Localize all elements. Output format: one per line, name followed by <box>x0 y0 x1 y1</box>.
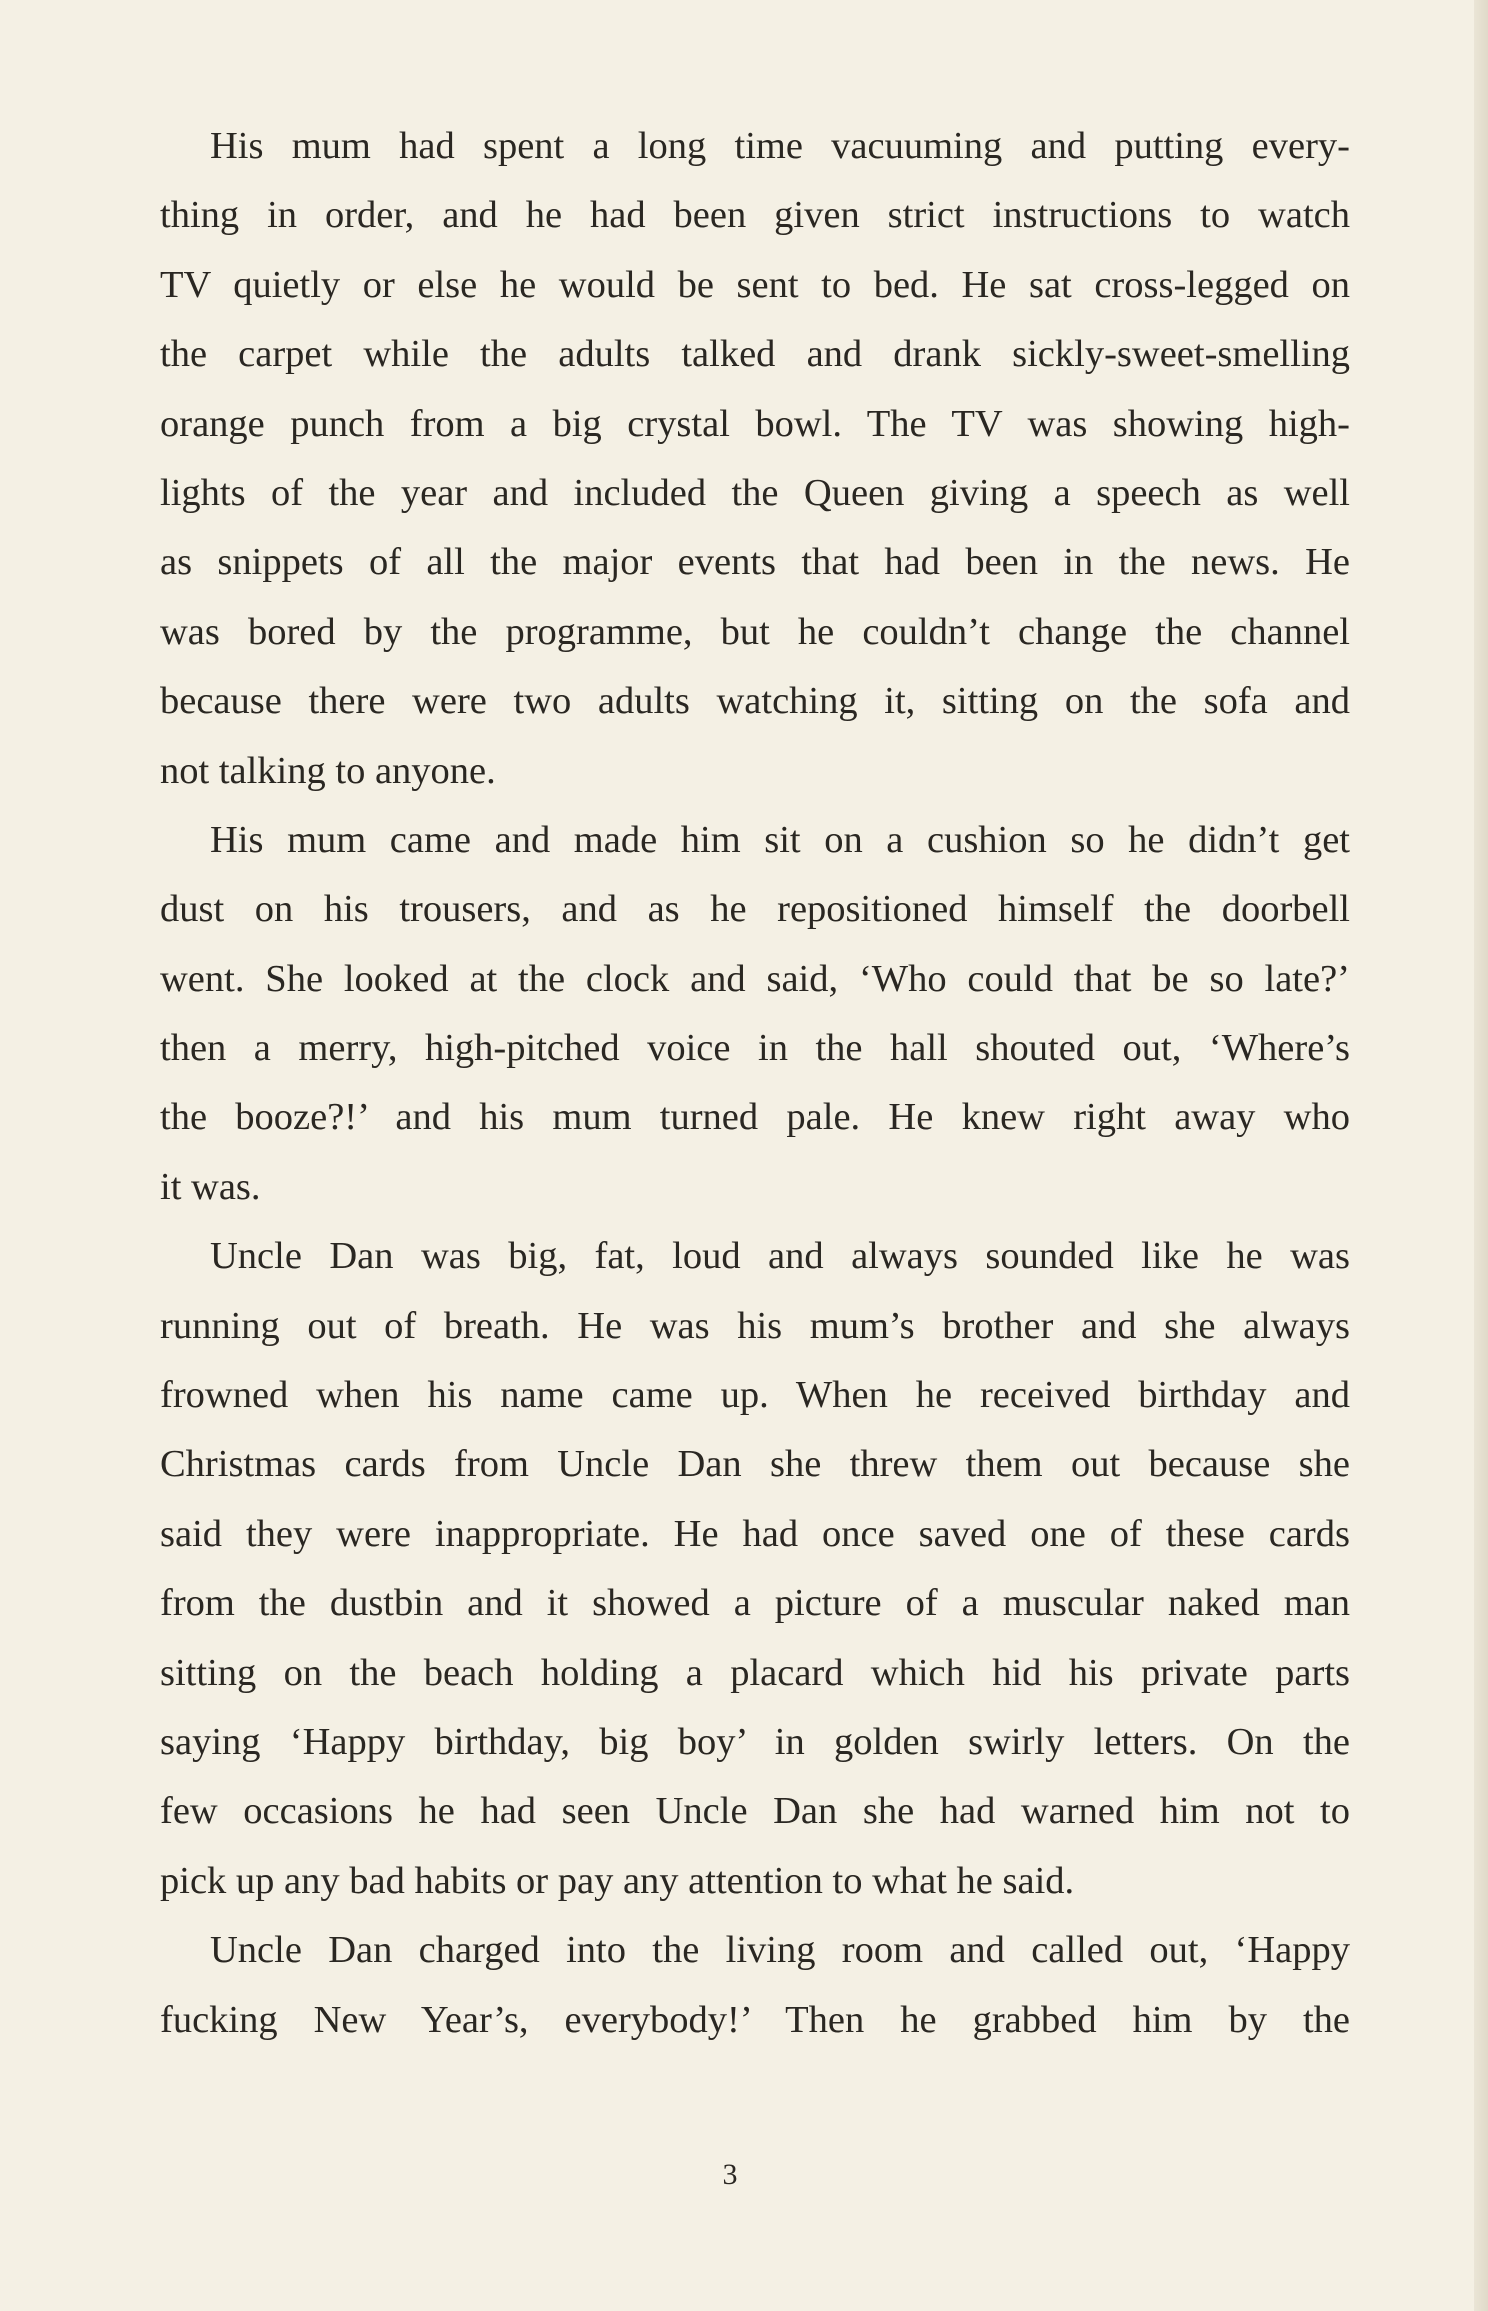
text-line: few occasions he had seen Uncle Dan she had warned him not to <box>160 1790 1350 1833</box>
text-line: said they were inappropriate. He had once saved one of these cards <box>160 1512 1350 1555</box>
text-line: pick up any bad habits or pay any attention to what he said. <box>160 1859 1075 1902</box>
text-line: dust on his trousers, and as he repositioned himself the doorbell <box>160 888 1350 931</box>
text-line: frowned when his name came up. When he received birthday and <box>160 1374 1350 1417</box>
text-line: the carpet while the adults talked and drank sickly-sweet-smelling <box>160 333 1350 376</box>
text-line: Uncle Dan was big, fat, loud and always sounded like he was <box>210 1235 1350 1278</box>
text-line: then a merry, high-pitched voice in the hall shouted out, ‘Where’s <box>160 1027 1350 1070</box>
page-number: 3 <box>722 2158 738 2191</box>
text-line: saying ‘Happy birthday, big boy’ in golden swirly letters. On the <box>160 1720 1350 1763</box>
text-line: orange punch from a big crystal bowl. The TV was showing high- <box>160 402 1350 445</box>
text-line: fucking New Year’s, everybody!’ Then he grabbed him by the <box>160 1998 1350 2041</box>
text-line: as snippets of all the major events that had been in the news. He <box>160 541 1350 584</box>
text-line: running out of breath. He was his mum’s brother and she always <box>160 1304 1350 1347</box>
text-line: from the dustbin and it showed a picture of a muscular naked man <box>160 1582 1350 1625</box>
text-line: sitting on the beach holding a placard which hid his private parts <box>160 1651 1350 1694</box>
text-line: Uncle Dan charged into the living room and called out, ‘Happy <box>210 1929 1350 1972</box>
page-edge <box>1474 0 1488 2311</box>
text-line: it was. <box>160 1165 261 1208</box>
text-line: the booze?!’ and his mum turned pale. He knew right away who <box>160 1096 1350 1139</box>
text-line: His mum came and made him sit on a cushion so he didn’t get <box>210 818 1350 861</box>
text-line: because there were two adults watching it, sitting on the sofa and <box>160 680 1350 723</box>
text-line: not talking to anyone. <box>160 749 496 792</box>
text-line: Christmas cards from Uncle Dan she threw them out because she <box>160 1443 1350 1486</box>
text-line: His mum had spent a long time vacuuming and putting every- <box>210 125 1350 167</box>
text-line: went. She looked at the clock and said, ‘Who could that be so late?’ <box>160 957 1350 1000</box>
body-text <box>160 112 1350 2055</box>
text-line: thing in order, and he had been given strict instructions to watch <box>160 194 1350 237</box>
text-line: was bored by the programme, but he couldn’t change the channel <box>160 610 1350 653</box>
text-line: TV quietly or else he would be sent to bed. He sat cross-legged on <box>160 263 1350 306</box>
text-line: lights of the year and included the Queen giving a speech as well <box>160 471 1350 514</box>
